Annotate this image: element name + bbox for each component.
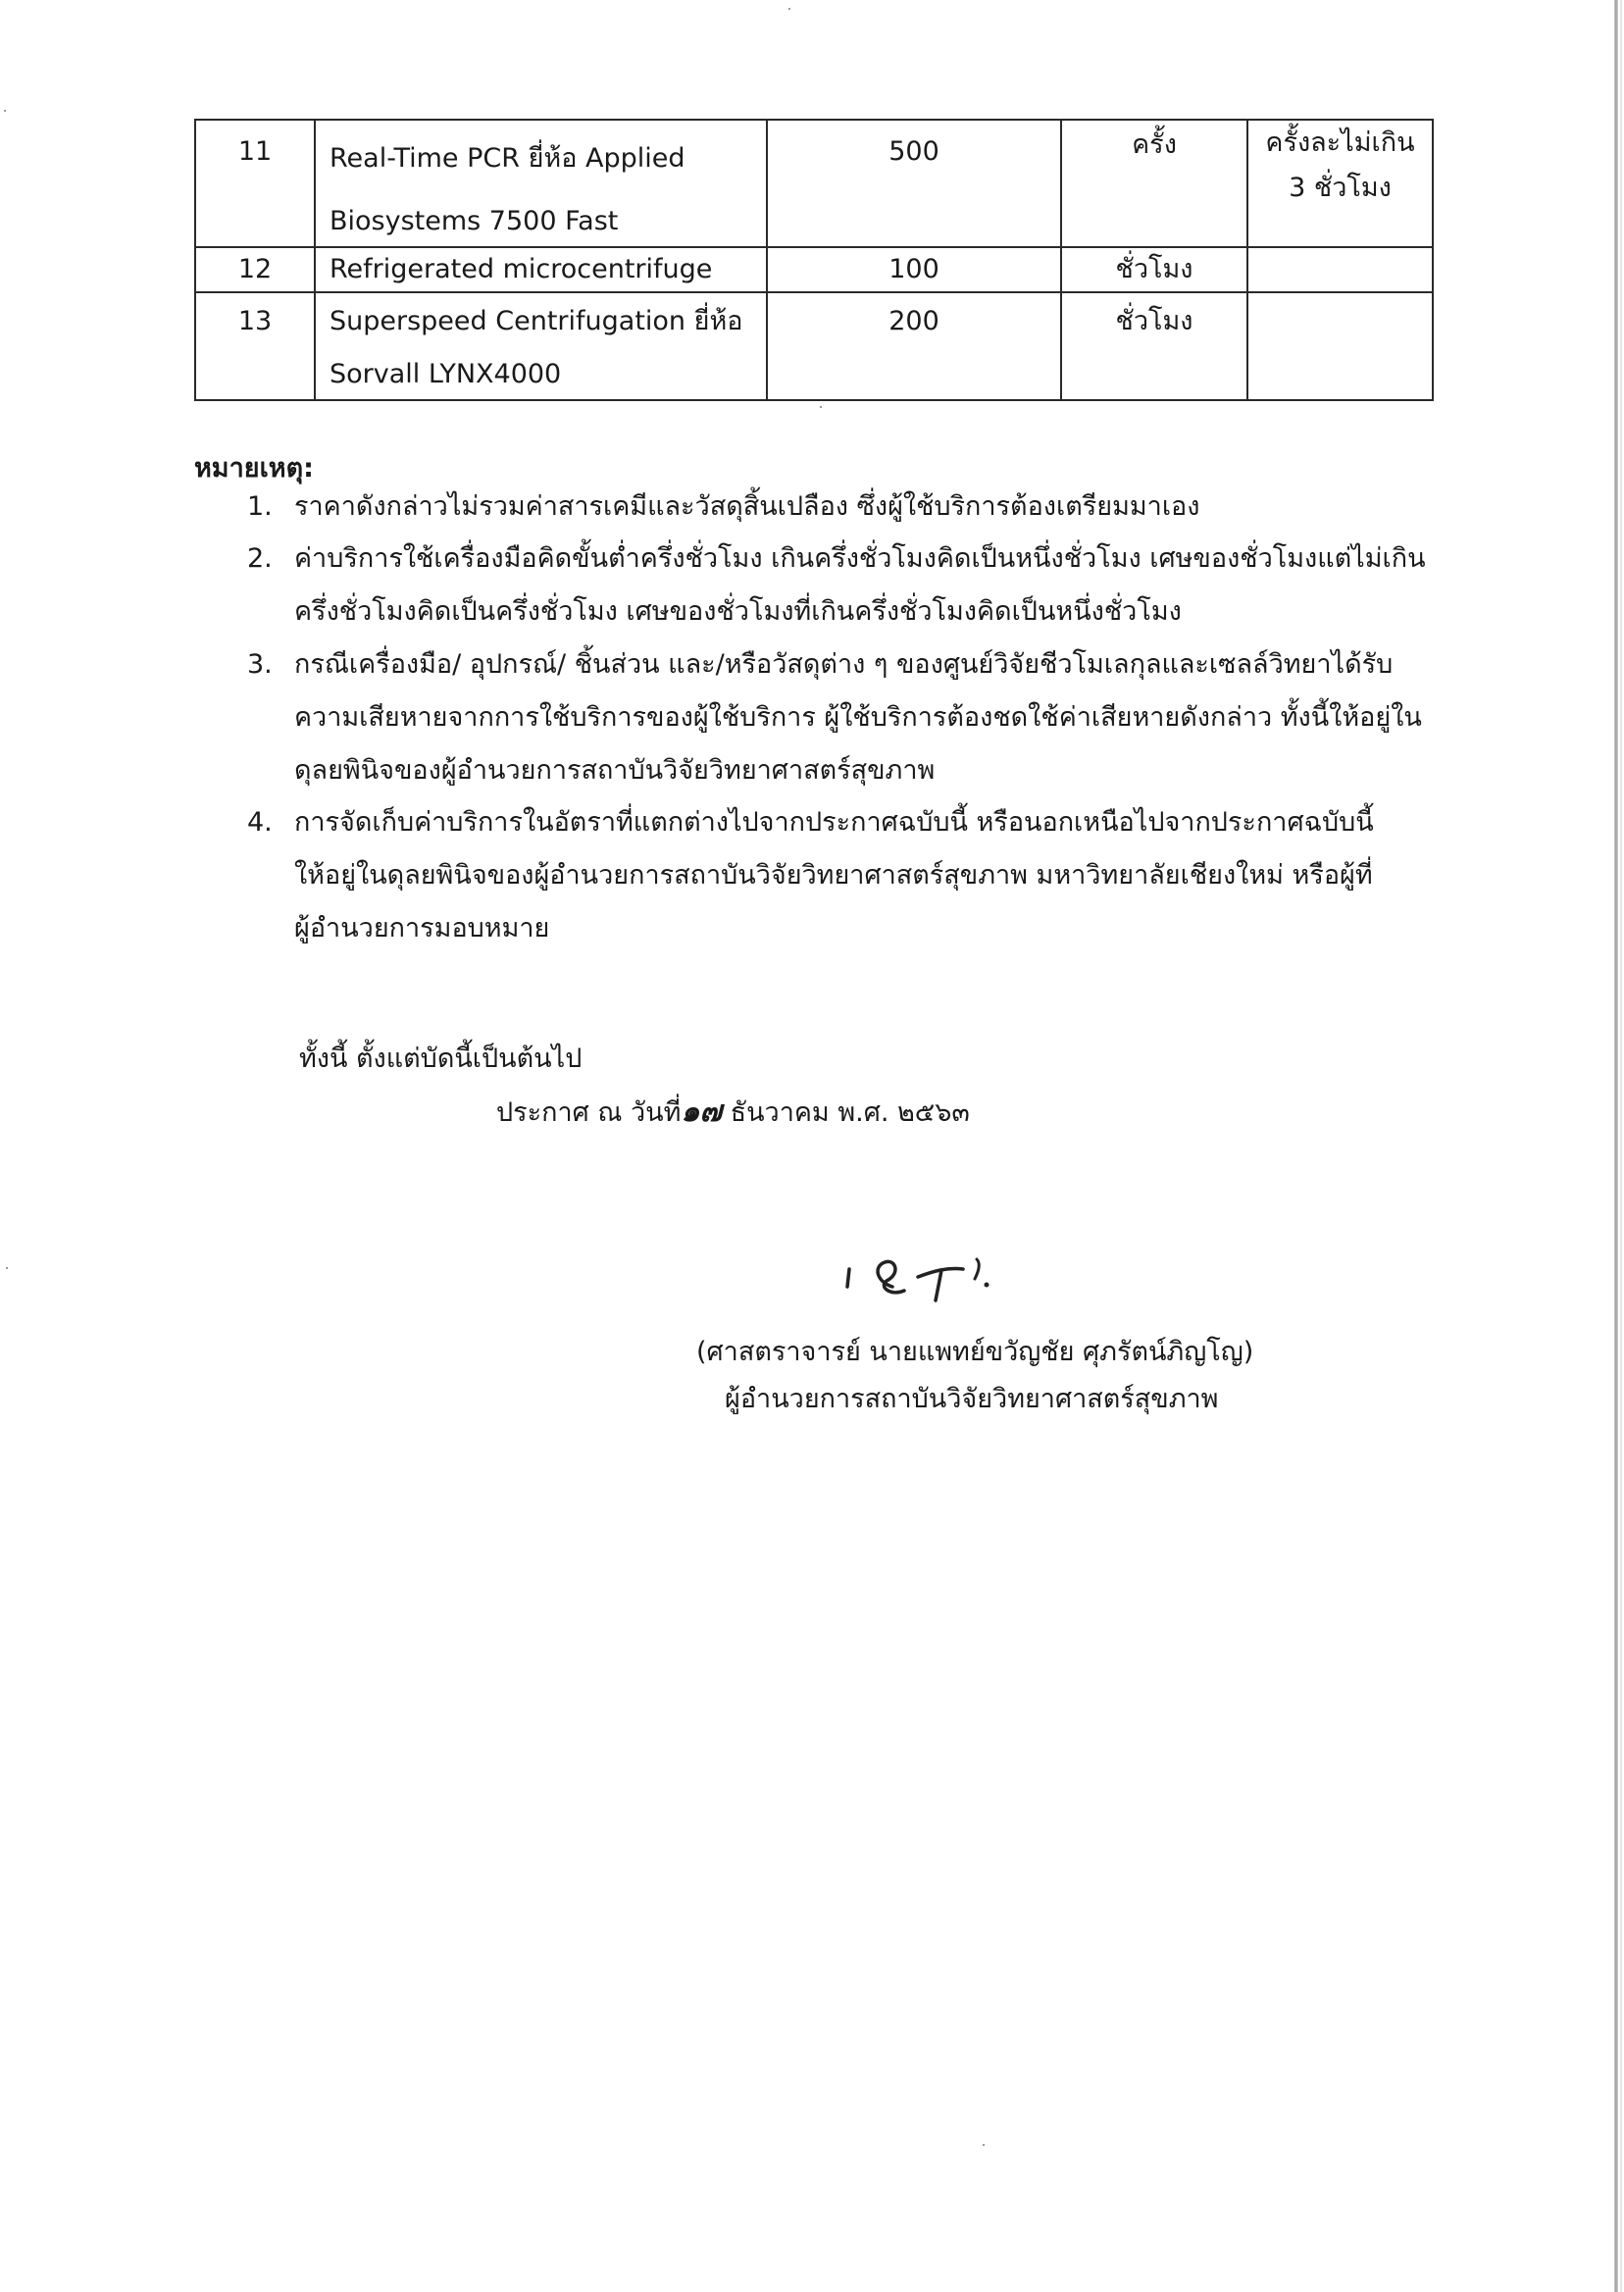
effective-statement: ทั้งนี้ ตั้งแต่บัดนี้เป็นต้นไป [299,1044,583,1074]
signer-name: (ศาสตราจารย์ นายแพทย์ขวัญชัย ศุภรัตน์ภิญโญ) [696,1337,1254,1367]
table-row [195,247,1433,292]
row-number: 12 [237,254,273,284]
remark-number: 3. [247,649,273,680]
scan-speck [788,8,790,10]
remark-line: การจัดเก็บค่าบริการในอัตราที่แตกต่างไปจากประกาศฉบับนี้ หรือนอกเหนือไปจากประกาศฉบับนี้ [294,807,1374,838]
scan-edge [1614,0,1618,2292]
remarks-heading: หมายเหตุ: [194,453,314,484]
equipment-name-line: Real-Time PCR ยี่ห้อ Applied [330,143,685,174]
row-note-empty [1247,247,1433,292]
remark-line: ให้อยู่ในดุลยพินิจของผู้อำนวยการสถาบันวิจัยวิทยาศาสตร์สุขภาพ มหาวิทยาลัยเชียงใหม่ หรือผู้ที่ [294,860,1373,891]
scan-speck [820,406,822,408]
remark-item [247,638,1424,797]
row-note-empty [1247,292,1433,400]
table-row [195,292,1433,400]
scan-speck [4,110,6,112]
scan-speck [6,1267,8,1269]
rate-unit: ชั่วโมง [1115,306,1193,336]
remark-number: 2. [247,543,273,574]
handwritten-day: ๑๗ [681,1095,723,1129]
table-row [195,120,1433,247]
remark-line: กรณีเครื่องมือ/ อุปกรณ์/ ชิ้นส่วน และ/หรือวัสดุต่าง ๆ ของศูนย์วิจัยชีวโมเลกุลและเซลล์วิทยาได้รับ [294,649,1394,680]
remark-item [247,796,1424,955]
remark-line: ค่าบริการใช้เครื่องมือคิดขั้นต่ำครึ่งชั่วโมง เกินครึ่งชั่วโมงคิดเป็นหนึ่งชั่วโมง เศษของชั่วโมงแต่ไม่เกิน [294,543,1426,574]
row-note-line: 3 ชั่วโมง [1289,173,1392,203]
remark-line: ผู้อำนวยการมอบหมาย [294,913,550,943]
row-number: 13 [237,306,273,336]
service-fee-table [194,119,1434,401]
equipment-name-line: Superspeed Centrifugation ยี่ห้อ [330,306,743,336]
remark-line: ดุลยพินิจของผู้อำนวยการสถาบันวิจัยวิทยาศาสตร์สุขภาพ [294,755,936,786]
remark-line: ครึ่งชั่วโมงคิดเป็นครึ่งชั่วโมง เศษของชั่วโมงที่เกินครึ่งชั่วโมงคิดเป็นหนึ่งชั่วโมง [294,596,1182,627]
row-note-line: ครั้งละไม่เกิน [1265,127,1415,158]
announcement-date-prefix: ประกาศ ณ วันที่ [496,1097,682,1128]
signer-title: ผู้อำนวยการสถาบันวิจัยวิทยาศาสตร์สุขภาพ [725,1384,1219,1414]
service-rate: 500 [888,136,939,167]
scan-edge-highlight [1620,0,1622,2292]
announcement-date-suffix: ธันวาคม พ.ศ. ๒๕๖๓ [722,1097,970,1128]
rate-unit: ครั้ง [1132,129,1177,160]
remark-line: ราคาดังกล่าวไม่รวมค่าสารเคมีและวัสดุสิ้นเปลือง ซึ่งผู้ใช้บริการต้องเตรียมมาเอง [294,491,1200,522]
announcement-date [496,1089,970,1135]
remark-item [247,533,1424,638]
remark-number: 4. [247,807,273,838]
row-number: 11 [237,136,273,167]
service-rate: 100 [888,254,939,284]
remark-number: 1. [247,491,273,522]
remark-item [247,481,1424,534]
equipment-name-line: Refrigerated microcentrifuge [330,254,713,284]
rate-unit: ชั่วโมง [1115,254,1193,284]
service-rate: 200 [888,306,939,336]
remark-line: ความเสียหายจากการใช้บริการของผู้ใช้บริการ ผู้ใช้บริการต้องชดใช้ค่าเสียหายดังกล่าว ทั้งนี้ให้อยู่ใน [294,702,1422,733]
scan-speck [983,2144,985,2146]
equipment-name-line: Sorvall LYNX4000 [330,359,562,389]
equipment-name-line: Biosystems 7500 Fast [330,206,619,236]
handwritten-signature [843,1246,1010,1314]
